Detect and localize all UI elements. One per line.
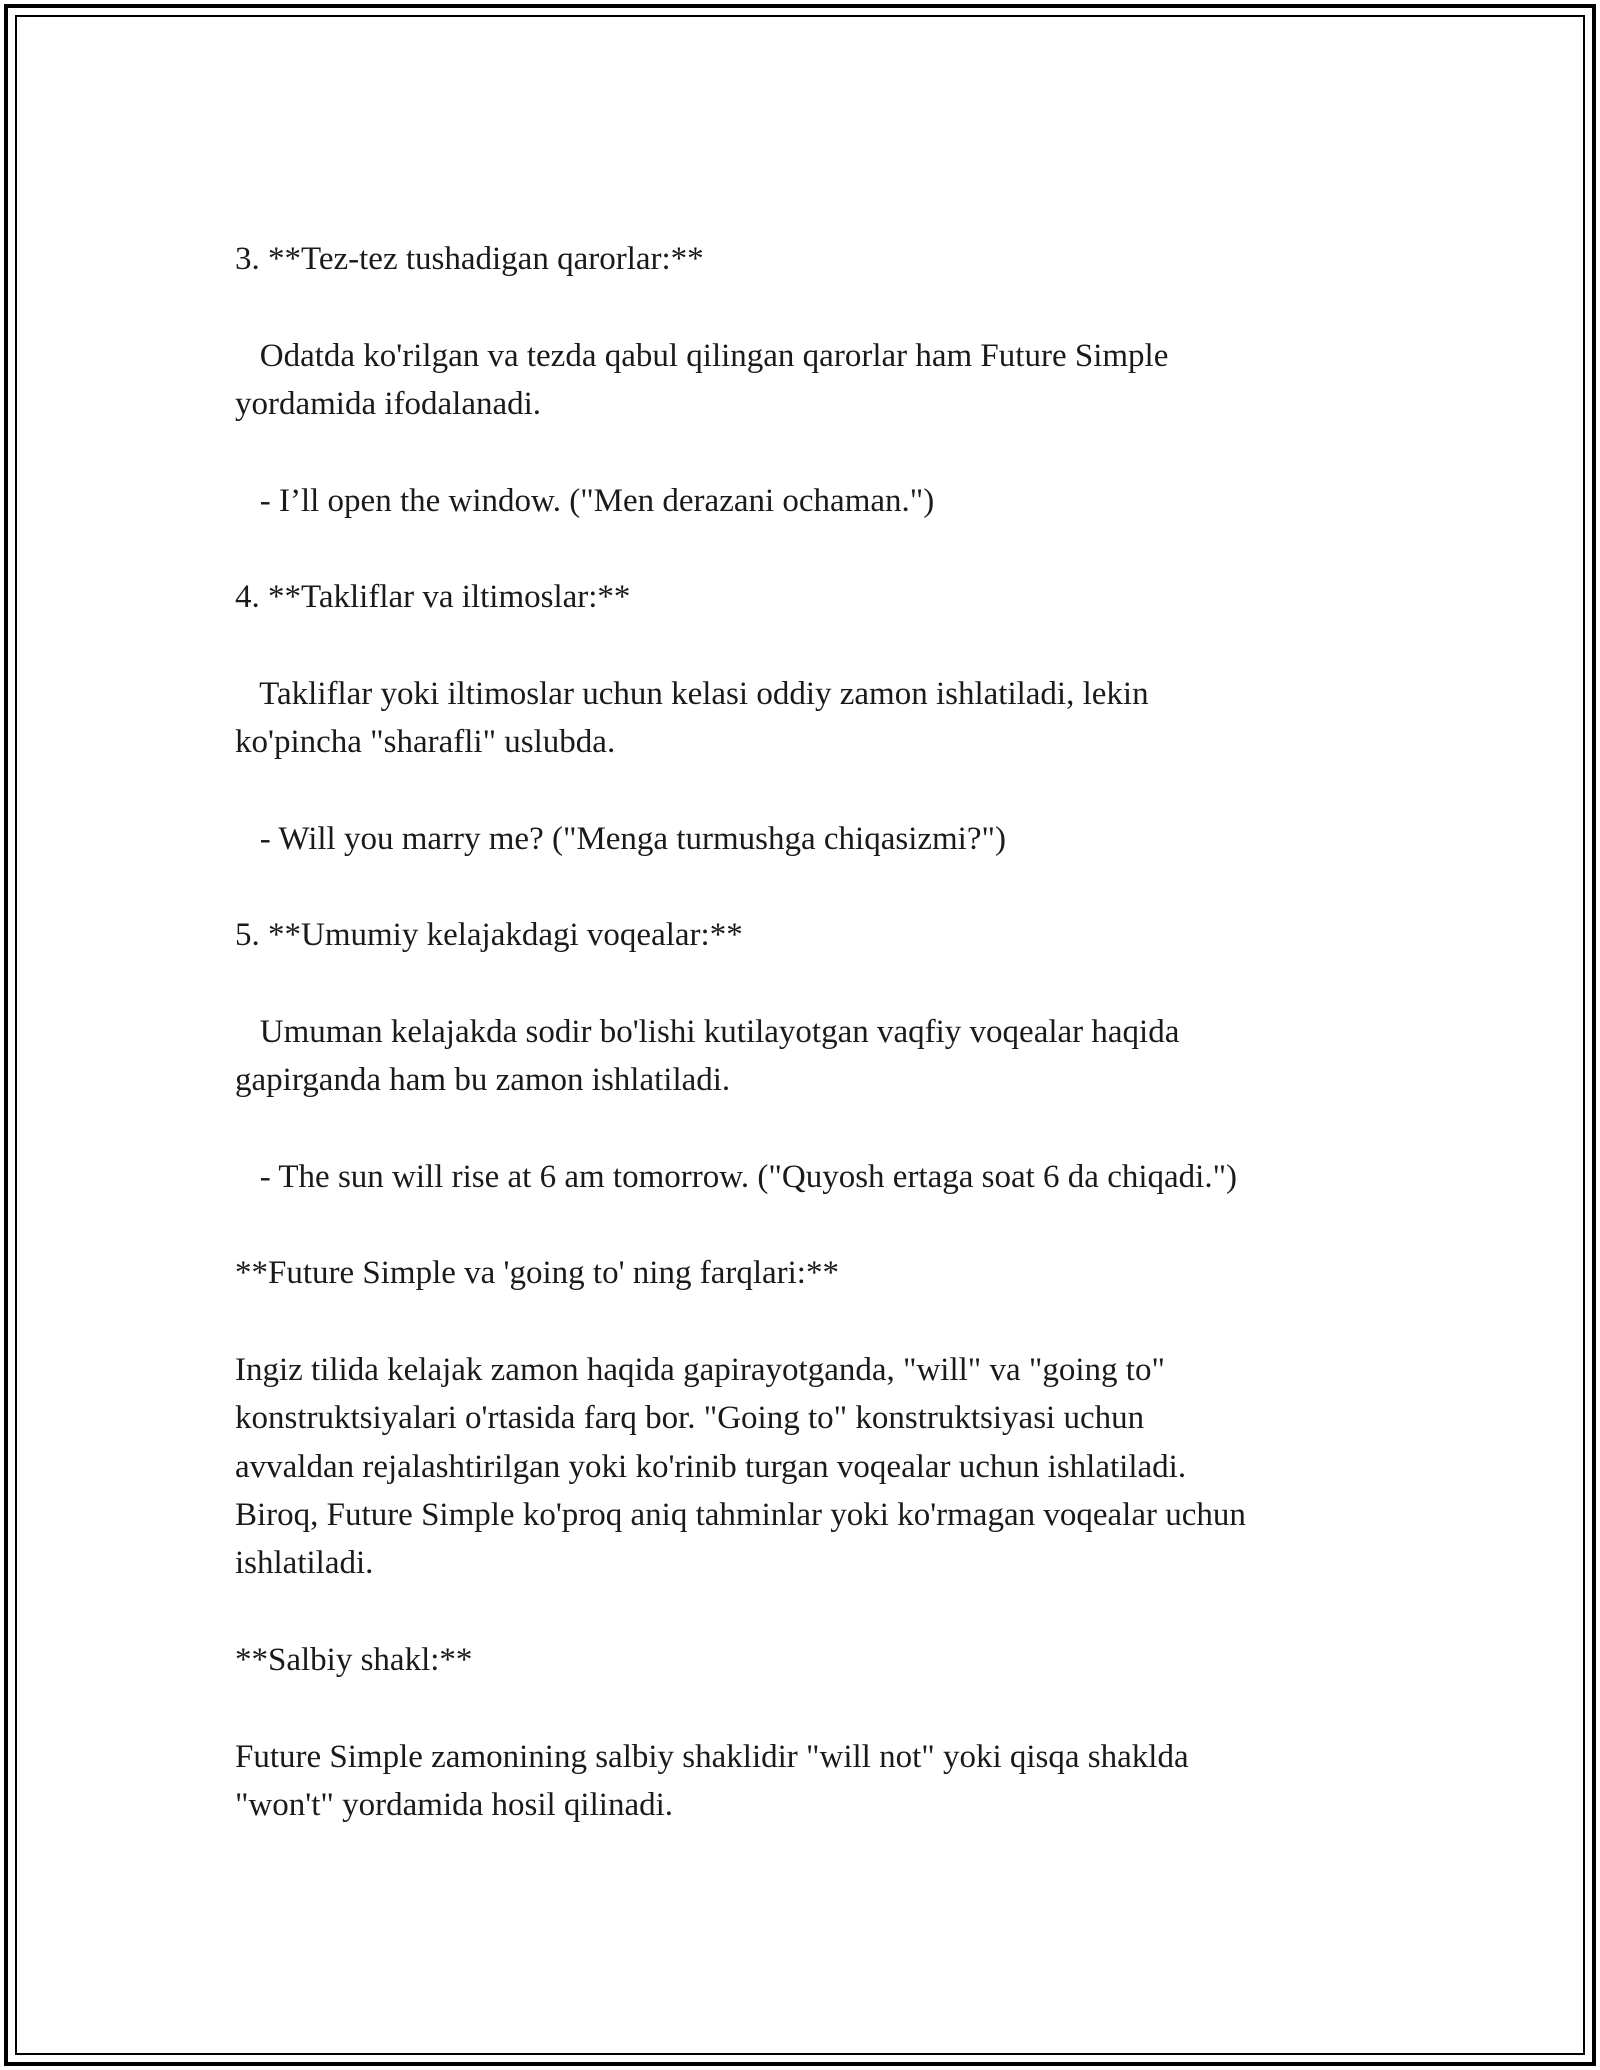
paragraph-line: Biroq, Future Simple ko'proq aniq tahminlar yoki ko'rmagan voqealar uchun	[235, 1497, 1246, 1533]
paragraph-line: Odatda ko'rilgan va tezda qabul qilingan qarorlar ham Future Simple	[235, 338, 1169, 374]
section-heading-offers: 4. **Takliflar va iltimoslar:**	[235, 579, 631, 615]
paragraph-line: Takliflar yoki iltimoslar uchun kelasi oddiy zamon ishlatiladi, lekin	[235, 676, 1149, 712]
example-line: - The sun will rise at 6 am tomorrow. ("Quyosh ertaga soat 6 da chiqadi.")	[235, 1159, 1238, 1195]
paragraph-line: ko'pincha "sharafli" uslubda.	[235, 724, 616, 760]
section-heading-negative-form: **Salbiy shakl:**	[235, 1642, 473, 1678]
paragraph-line: gapirganda ham bu zamon ishlatiladi.	[235, 1062, 731, 1098]
paragraph-line: yordamida ifodalanadi.	[235, 386, 542, 422]
section-heading-quick-decisions: 3. **Tez-tez tushadigan qarorlar:**	[235, 241, 704, 277]
paragraph-line: konstruktsiyalari o'rtasida farq bor. "Going to" konstruktsiyasi uchun	[235, 1400, 1145, 1436]
section-heading-future-events: 5. **Umumiy kelajakdagi voqealar:**	[235, 917, 743, 953]
paragraph-line: Future Simple zamonining salbiy shaklidir "will not" yoki qisqa shaklda	[235, 1739, 1189, 1775]
example-line: - I’ll open the window. ("Men derazani ochaman.")	[235, 483, 935, 519]
paragraph-line: "won't" yordamida hosil qilinadi.	[235, 1787, 674, 1823]
paragraph-line: Umuman kelajakda sodir bo'lishi kutilayotgan vaqfiy voqealar haqida	[235, 1014, 1180, 1050]
paragraph-line: ishlatiladi.	[235, 1545, 374, 1581]
paragraph-line: avvaldan rejalashtirilgan yoki ko'rinib turgan voqealar uchun ishlatiladi.	[235, 1449, 1187, 1485]
paragraph-line: Ingiz tilida kelajak zamon haqida gapirayotganda, "will" va "going to"	[235, 1352, 1165, 1388]
example-line: - Will you marry me? ("Menga turmushga chiqasizmi?")	[235, 821, 1006, 857]
section-heading-differences: **Future Simple va 'going to' ning farqlari:**	[235, 1255, 839, 1291]
